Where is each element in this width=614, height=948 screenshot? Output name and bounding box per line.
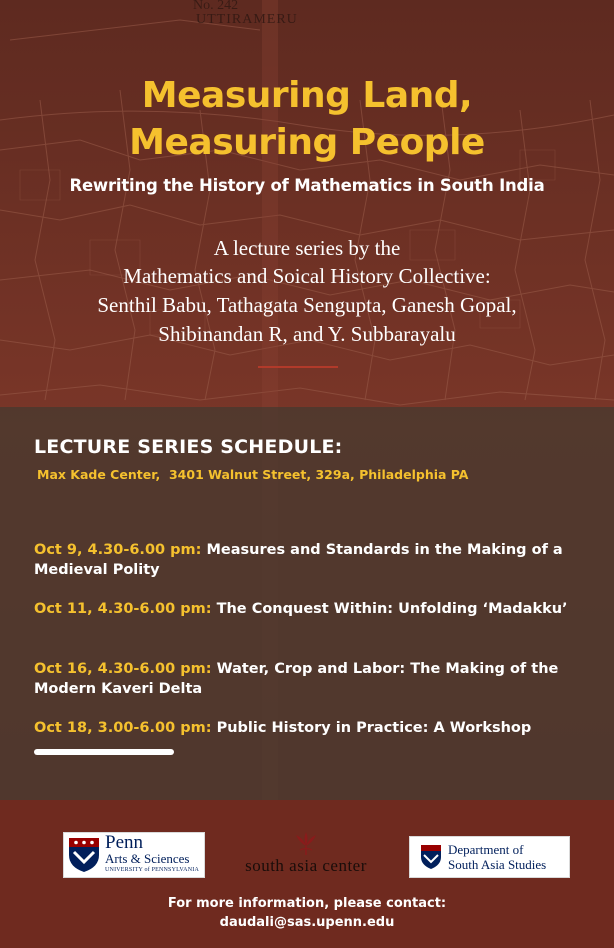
dept-line1: Department of — [448, 842, 524, 857]
south-asia-center-logo — [222, 830, 390, 880]
intro-line1: A lecture series by the — [213, 236, 401, 260]
event-date: Oct 9, 4.30-6.00 pm: — [34, 542, 202, 558]
contact-prompt: For more information, please contact: — [167, 896, 447, 911]
divider-line — [258, 366, 338, 368]
lotus-icon — [294, 830, 318, 856]
intro-line2: Mathematics and Soical History Collective: — [123, 264, 491, 288]
event-title: Water, Crop and Labor: The Making of the Modern Kaveri Delta — [34, 661, 559, 697]
contact-email: daudali@sas.upenn.edu — [219, 915, 395, 930]
schedule-panel — [0, 407, 614, 800]
dept-line2: South Asia Studies — [448, 857, 547, 872]
schedule-heading: LECTURE SERIES SCHEDULE: — [34, 436, 343, 458]
intro-line3: Senthil Babu, Tathagata Sengupta, Ganesh Gopal, — [97, 293, 517, 317]
poster-subtitle: Rewriting the History of Mathematics in South India — [69, 176, 545, 195]
poster-footer — [0, 800, 614, 948]
south-asia-center-name: south asia center — [245, 856, 367, 875]
poster-title-line2: Measuring People — [129, 122, 485, 163]
event-date: Oct 18, 3.00-6.00 pm: — [34, 720, 212, 736]
schedule-venue: Max Kade Center, 3401 Walnut Street, 329a, Philadelphia PA — [37, 467, 469, 482]
schedule-event — [34, 659, 594, 699]
penn-name: Penn — [105, 832, 143, 853]
schedule-event — [34, 599, 594, 619]
event-title: The Conquest Within: Unfolding ‘Madakku’ — [211, 601, 568, 617]
poster-header — [0, 0, 614, 407]
penn-shield-icon — [68, 837, 100, 873]
penn-shield-icon — [420, 844, 442, 870]
schedule-event — [34, 540, 594, 580]
penn-school: Arts & Sciences — [105, 851, 190, 866]
map-label-number: No. 242 — [193, 0, 239, 13]
penn-university: UNIVERSITY of PENNSYLVANIA — [105, 867, 199, 873]
event-title: Measures and Standards in the Making of a Medieval Polity — [34, 542, 563, 578]
penn-arts-sciences-logo — [63, 832, 205, 878]
event-date: Oct 11, 4.30-6.00 pm: — [34, 601, 212, 617]
accent-bar — [34, 749, 174, 755]
dept-south-asia-studies-logo — [409, 836, 570, 878]
schedule-event — [34, 718, 594, 738]
event-title: Public History in Practice: A Workshop — [211, 720, 532, 736]
intro-line4: Shibinandan R, and Y. Subbarayalu — [158, 322, 456, 346]
poster-title-line1: Measuring Land, — [141, 75, 473, 116]
event-date: Oct 16, 4.30-6.00 pm: — [34, 661, 212, 677]
map-label-village: UTTIRAMERU — [196, 12, 298, 27]
